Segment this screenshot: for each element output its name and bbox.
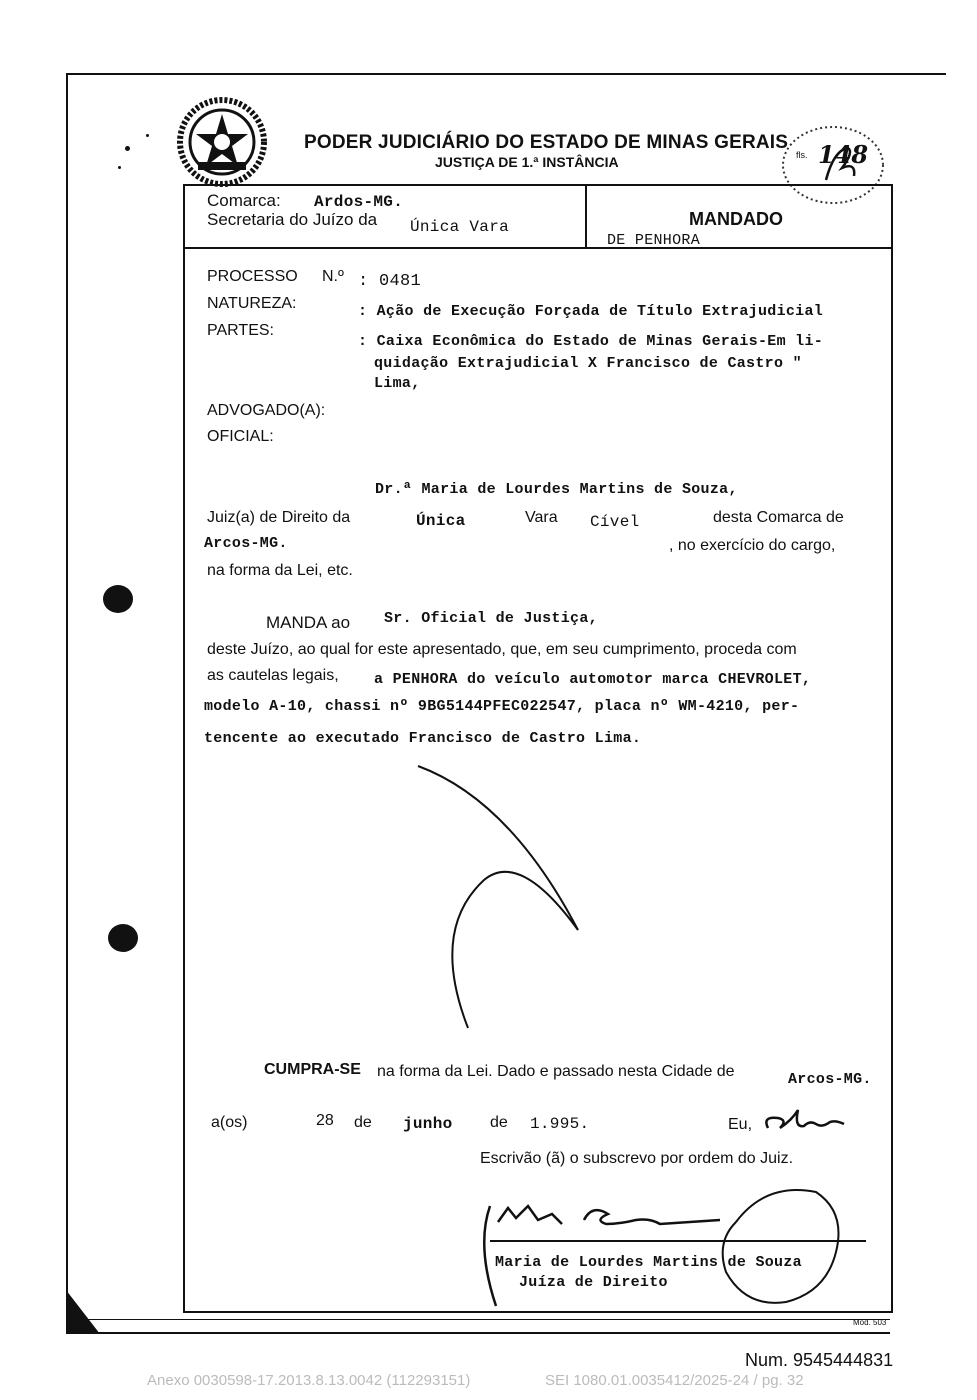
top-rule	[66, 73, 946, 75]
vara-number: Única	[416, 512, 466, 530]
escrivao-text: Escrivão (ã) o subscrevo por ordem do Juiz.	[480, 1150, 794, 1167]
comarca-label: Comarca:	[207, 191, 281, 210]
court-subtitle: JUSTIÇA DE 1.ª INSTÂNCIA	[435, 154, 619, 170]
oficial-label: OFICIAL:	[207, 428, 274, 445]
cumpra-text: na forma da Lei. Dado e passado nesta Cidade de	[377, 1063, 735, 1080]
manda-line-4: tencente ao executado Francisco de Castro Lima.	[204, 730, 642, 747]
vara-type: Cível	[590, 513, 640, 531]
signature-line	[490, 1240, 866, 1242]
corner-triangle	[66, 1290, 106, 1334]
date-year: 1.995.	[530, 1115, 590, 1133]
stamp-page-number: 148	[818, 140, 869, 169]
partes-line-3: Lima,	[374, 375, 421, 392]
footer-right: SEI 1080.01.0035412/2025-24 / pg. 32	[545, 1372, 804, 1389]
stamp-fls-label: fls.	[796, 150, 808, 160]
document-box	[183, 184, 893, 1313]
date-day: 28	[316, 1112, 334, 1129]
cumpra-city: Arcos-MG.	[788, 1071, 872, 1088]
partes-label: PARTES:	[207, 322, 274, 339]
manda-line-2-start: as cautelas legais,	[207, 667, 339, 684]
cumpra-label: CUMPRA-SE	[264, 1061, 361, 1078]
partes-line-2: quidação Extrajudicial X Francisco de Castro "	[374, 355, 802, 372]
punch-hole	[108, 924, 138, 952]
manda-recipient: Sr. Oficial de Justiça,	[384, 610, 598, 627]
manda-label: MANDA ao	[266, 613, 351, 632]
signer-title: Juíza de Direito	[519, 1274, 668, 1291]
aos-label: a(os)	[211, 1114, 248, 1131]
z-cancellation-mark	[410, 760, 590, 1040]
mandado-title: MANDADO	[689, 209, 783, 229]
scrivener-signature-icon	[760, 1104, 850, 1138]
date-de-1: de	[354, 1114, 372, 1131]
date-month: junho	[403, 1115, 453, 1133]
box-header-divider	[183, 247, 891, 249]
left-rule	[66, 73, 68, 1333]
manda-line-2-mono: a PENHORA do veículo automotor marca CHEVROLET,	[374, 671, 812, 688]
eu-label: Eu,	[728, 1116, 753, 1133]
punch-hole	[103, 585, 133, 613]
speck	[125, 146, 130, 151]
coat-of-arms-icon	[176, 96, 268, 188]
court-title: PODER JUDICIÁRIO DO ESTADO DE MINAS GERAIS	[304, 132, 789, 153]
manda-line-1: deste Juízo, ao qual for este apresentado, que, em seu cumprimento, proceda com	[207, 641, 797, 658]
speck	[146, 134, 149, 137]
processo-label: PROCESSO	[207, 268, 298, 285]
footer-left: Anexo 0030598-17.2013.8.13.0042 (112293151)	[147, 1372, 471, 1389]
forma-text: na forma da Lei, etc.	[207, 562, 353, 579]
mandado-subtitle: DE PENHORA	[607, 232, 701, 249]
advogado-label: ADVOGADO(A):	[207, 402, 326, 419]
signer-name: Maria de Lourdes Martins de Souza	[495, 1254, 802, 1271]
vara-label: Vara	[525, 509, 558, 526]
speck	[118, 166, 121, 169]
document-number: Num. 9545444831	[745, 1350, 894, 1370]
form-model: Mod. 503	[853, 1318, 887, 1327]
box-header-vertical	[585, 184, 587, 248]
comarca-value: Ardos-MG.	[314, 193, 404, 211]
natureza-value: : Ação de Execução Forçada de Título Extrajudicial	[358, 303, 824, 320]
judge-signature-icon	[476, 1186, 866, 1316]
secretaria-value: Única Vara	[410, 218, 510, 236]
partes-line-1: : Caixa Econômica do Estado de Minas Gerais-Em li-	[358, 333, 824, 350]
judge-name: Dr.ª Maria de Lourdes Martins de Souza,	[375, 481, 738, 498]
bottom-rule	[66, 1332, 890, 1334]
comarca-city: Arcos-MG.	[204, 535, 288, 552]
date-de-2: de	[490, 1114, 508, 1131]
natureza-label: NATUREZA:	[207, 295, 297, 312]
comarca-text: desta Comarca de	[713, 509, 844, 526]
bottom-rule-thin	[66, 1319, 890, 1320]
exercicio-text: , no exercício do cargo,	[669, 537, 836, 554]
manda-line-3: modelo A-10, chassi nº 9BG5144PFEC022547, placa nº WM-4210, per-	[204, 698, 800, 715]
processo-no-label: N.º	[322, 268, 344, 285]
juiz-label: Juiz(a) de Direito da	[207, 509, 351, 526]
secretaria-label: Secretaria do Juízo da	[207, 210, 378, 229]
processo-value: : 0481	[358, 272, 422, 291]
